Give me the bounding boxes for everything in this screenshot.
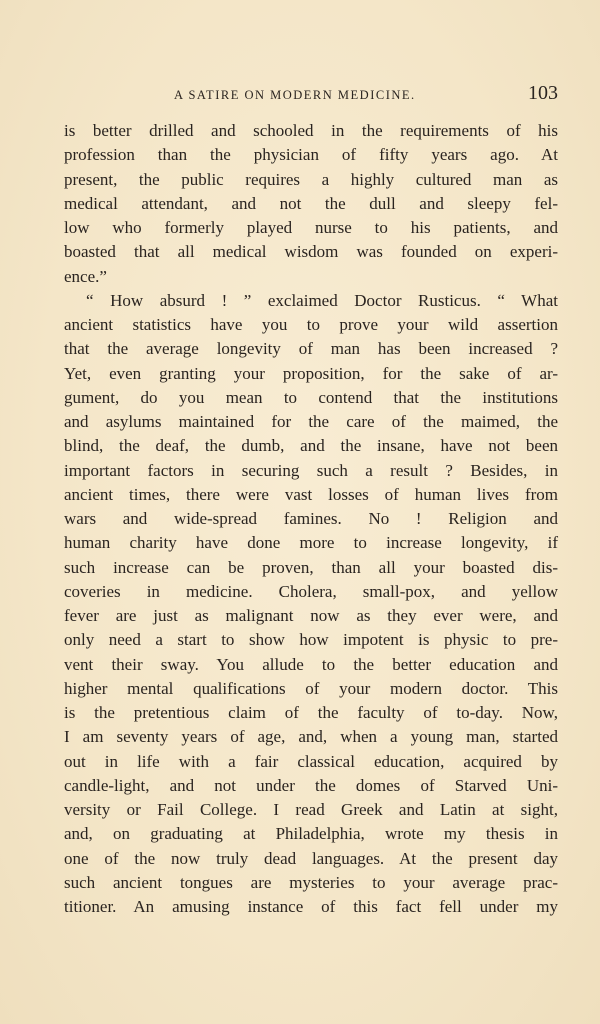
text-line: gument, do you mean to contend that the institutions <box>64 387 558 407</box>
text-line: boasted that all medical wisdom was founded on experi- <box>64 242 558 262</box>
text-line: profession than the physician of fifty years ago. At <box>64 145 558 165</box>
text-line: human charity have done more to increase longevity, if <box>64 533 558 553</box>
running-head <box>64 82 558 104</box>
text-line: is the pretentious claim of the faculty of to-day. Now, <box>64 703 558 722</box>
text-line: Yet, even granting your proposition, for the sake of ar- <box>64 363 558 383</box>
text-line: wars and wide-spread famines. No ! Religion and <box>64 509 558 528</box>
text-line: and, on graduating at Philadelphia, wrote my thesis in <box>64 824 558 844</box>
text-line: higher mental qualifications of your modern doctor. This <box>64 678 558 698</box>
text-line: ancient times, there were vast losses of human lives from <box>64 484 558 504</box>
text-line: candle-light, and not under the domes of Starved Uni- <box>64 775 558 795</box>
text-line: versity or Fail College. I read Greek and Latin at sight, <box>64 800 558 819</box>
text-line: “ How absurd ! ” exclaimed Doctor Rusticus. “ What <box>86 290 558 310</box>
running-title: A SATIRE ON MODERN MEDICINE. <box>174 88 416 102</box>
text-line: vent their sway. You allude to the better education and <box>64 654 558 674</box>
text-line: ancient statistics have you to prove your wild assertion <box>64 315 558 334</box>
body-text <box>64 119 558 919</box>
text-line: and asylums maintained for the care of the maimed, the <box>64 412 558 431</box>
text-line: is better drilled and schooled in the requirements of his <box>64 121 558 140</box>
text-line: coveries in medicine. Cholera, small-pox, and yellow <box>64 581 558 601</box>
text-line: such ancient tongues are mysteries to your average prac- <box>64 872 558 892</box>
text-line: present, the public requires a highly cultured man as <box>64 169 558 189</box>
text-line: ence.” <box>64 266 107 286</box>
text-line: titioner. An amusing instance of this fact fell under my <box>64 897 558 916</box>
text-line: medical attendant, and not the dull and sleepy fel- <box>64 193 558 213</box>
text-line: only need a start to show how impotent is physic to pre- <box>64 630 558 650</box>
text-line: one of the now truly dead languages. At the present day <box>64 848 558 868</box>
text-line: such increase can be proven, than all your boasted dis- <box>64 557 558 577</box>
text-line: low who formerly played nurse to his patients, and <box>64 218 558 237</box>
text-line: I am seventy years of age, and, when a young man, started <box>64 727 558 747</box>
page-number: 103 <box>528 82 558 104</box>
text-line: fever are just as malignant now as they ever were, and <box>64 606 558 625</box>
text-line: blind, the deaf, the dumb, and the insane, have not been <box>64 436 558 456</box>
text-line: out in life with a fair classical education, acquired by <box>64 751 558 771</box>
text-line: important factors in securing such a result ? Besides, in <box>64 460 558 480</box>
text-line: that the average longevity of man has been increased ? <box>64 339 558 359</box>
